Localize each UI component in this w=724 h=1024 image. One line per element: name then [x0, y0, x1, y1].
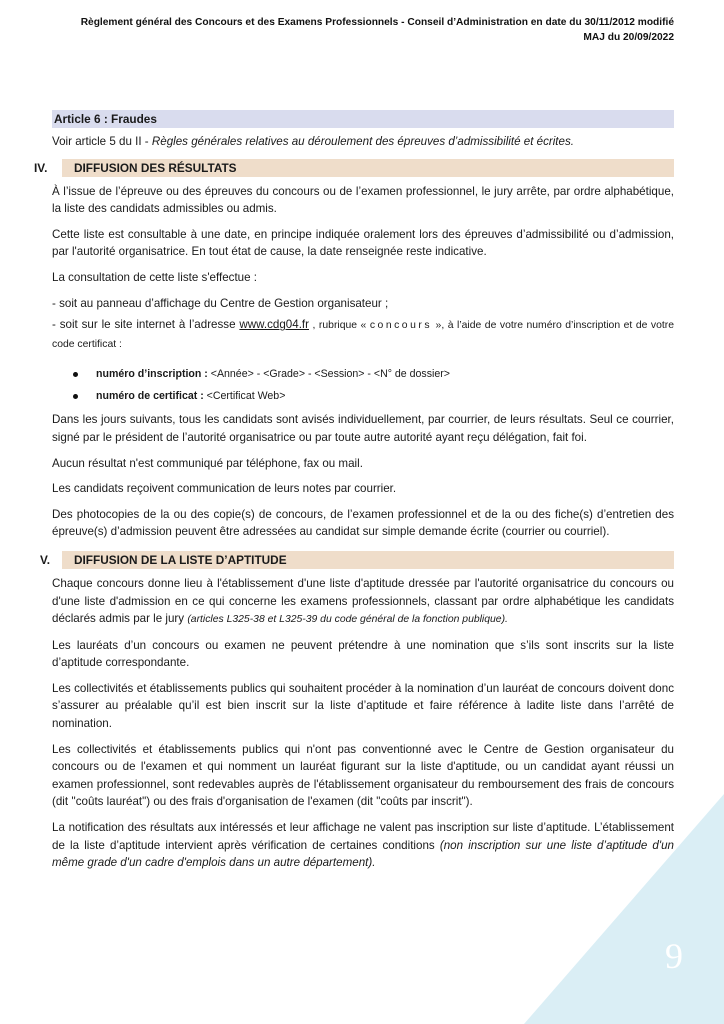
- p5-text-a: - soit sur le site internet à l’adresse: [52, 318, 240, 332]
- header-update-date: MAJ du 20/09/2022: [583, 31, 674, 43]
- p5-rubrique: concours: [369, 320, 433, 332]
- document-header: [81, 16, 674, 45]
- p5-text-c: », à l’aide de votre numéro d’inscription et de votre code certificat :: [52, 320, 674, 350]
- list-item-value: <Certificat Web>: [203, 390, 286, 403]
- p5-text-b: , rubrique «: [309, 320, 370, 332]
- section-4-paragraph-2: Cette liste est consultable à une date, en principe indiquée oralement lors des épreuves d’admissibilité ou d’admission, par l'autorité organisatrice. En tout état de cause, la date renseignée reste indicative.: [52, 227, 674, 259]
- section-4-paragraph-1: À l’issue de l’épreuve ou des épreuves du concours ou de l’examen professionnel, le jury arrête, par ordre alphabétique, la liste des candidats admissibles ou admis.: [52, 184, 674, 216]
- section-5-heading: [40, 551, 674, 569]
- bullet-icon: [73, 394, 78, 399]
- section-4-number: IV.: [34, 160, 48, 175]
- section-5-paragraph-4: Les collectivités et établissements publics qui n'ont pas conventionné avec le Centre de Gestion organisateur du concours ou de l'examen et qui nomment un lauréat figurant sur la liste d'aptitude, ou un candidat ayant réussi un examen professionnel, sont redevables auprès de l'établissement organisateur du remboursement des frais de concours (dit ''coûts lauréat") ou des frais d'organisation de l'examen (dit "coûts par inscrit").: [52, 742, 674, 809]
- section-5-paragraph-3: Les collectivités et établissements publics qui souhaitent procéder à la nomination d’un lauréat de concours doivent donc s’assurer au préalable qu’il est bien inscrit sur la liste d’aptitude et faire référence à ladite liste dans l’arrêté de nomination.: [52, 681, 674, 731]
- article-6-text-plain: Voir article 5 du II -: [52, 135, 152, 148]
- section-5-paragraph-2: Les lauréats d’un concours ou examen ne peuvent prétendre à une nomination que s’ils sont inscrits sur la liste d’aptitude correspondante.: [52, 638, 674, 670]
- section-5-p1-text: Chaque concours donne lieu à l'établissement d'une liste d'aptitude dressée par l'autorité organisatrice du concours ou d'une liste d'admission en ce qui concerne les examens professionnels, classant par ordre alphabétique les candidats déclarés admis par le jury: [52, 576, 674, 626]
- section-5-title: DIFFUSION DE LA LISTE D’APTITUDE: [74, 552, 287, 567]
- page-number: 9: [665, 936, 683, 976]
- section-5-paragraph-1: [52, 575, 674, 629]
- bullet-icon: [73, 372, 78, 377]
- list-item-label: numéro de certificat :: [96, 390, 204, 403]
- section-4-paragraph-8: Les candidats reçoivent communication de leurs notes par courrier.: [52, 482, 397, 496]
- section-4-paragraph-4: - soit au panneau d’affichage du Centre de Gestion organisateur ;: [52, 296, 389, 310]
- list-item: [52, 389, 674, 403]
- article-6-heading: Article 6 : Fraudes: [52, 110, 674, 128]
- list-item-label: numéro d’inscription :: [96, 368, 208, 381]
- section-4-paragraph-7: Aucun résultat n'est communiqué par téléphone, fax ou mail.: [52, 456, 363, 470]
- section-5-p5-text: La notification des résultats aux intéressés et leur affichage ne valent pas inscription sur liste d’aptitude. L’établissement de la liste d’aptitude intervient après vérification de certaines conditions: [52, 821, 674, 852]
- section-4-paragraph-9: Des photocopies de la ou des copie(s) de concours, de l’examen professionnel et de la ou des fiche(s) d’entretien des épreuve(s) d’admission peuvent être adressées au candidat sur simple demande écrite (courrier ou courriel).: [52, 507, 674, 539]
- page-content: [34, 110, 674, 880]
- article-6-text: [52, 133, 674, 151]
- list-item: [52, 367, 674, 381]
- section-4-paragraph-6: Dans les jours suivants, tous les candidats sont avisés individuellement, par courrier, de leurs résultats. Seul ce courrier, signé par le président de l’autorité organisatrice ou par toute autre autorité ayant reçu délégation, fait foi.: [52, 413, 674, 444]
- section-4-title: DIFFUSION DES RÉSULTATS: [74, 160, 237, 175]
- list-item-value: <Année> - <Grade> - <Session> - <N° de dossier>: [207, 368, 450, 381]
- corner-decoration: [524, 794, 724, 1024]
- section-5-p5-note: (non inscription sur une liste d’aptitude d'un même grade d'un cadre d'emplois dans un autre département).: [52, 838, 674, 870]
- section-5-number: V.: [40, 552, 51, 567]
- identifier-list: [52, 367, 674, 403]
- section-4-paragraph-3: La consultation de cette liste s'effectue :: [52, 270, 258, 284]
- header-title: Règlement général des Concours et des Examens Professionnels - Conseil d’Administration en date du 30/11/2012 modifié: [80, 17, 674, 28]
- section-4-paragraph-5: [52, 316, 674, 353]
- website-link[interactable]: www.cdg04.fr: [239, 318, 309, 332]
- section-5-p1-reference: (articles L325-38 et L325-39 du code général de la fonction publique).: [187, 614, 508, 626]
- article-6-text-italic: Règles générales relatives au déroulement des épreuves d’admissibilité et écrites.: [151, 135, 574, 148]
- section-4-heading: [34, 159, 674, 177]
